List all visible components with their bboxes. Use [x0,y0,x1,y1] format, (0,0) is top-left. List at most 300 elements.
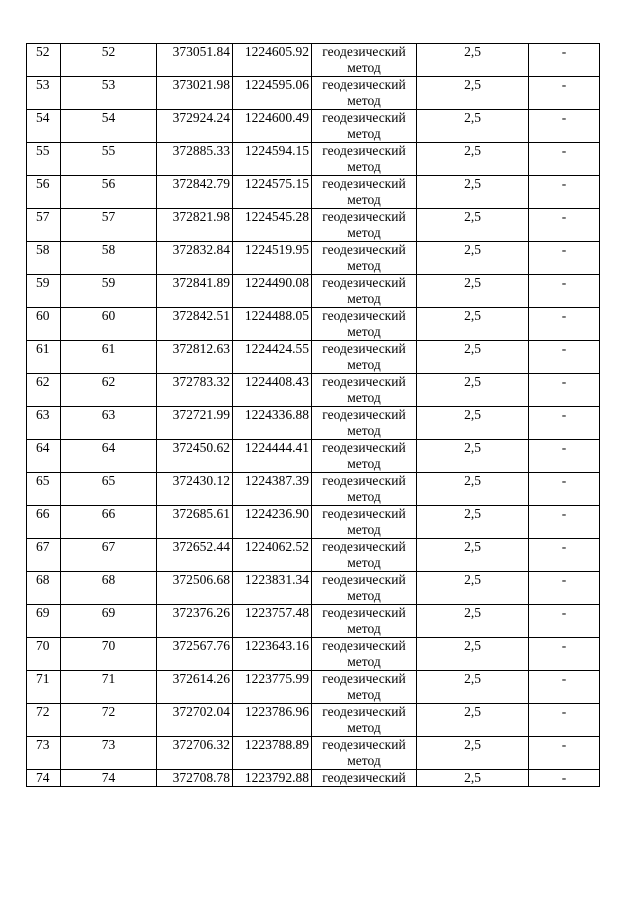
method-cell [312,737,417,770]
row-number-cell [27,572,61,605]
method-cell [312,275,417,308]
method-cell [312,704,417,737]
y-coordinate-cell [233,110,312,143]
point-id-text: 69 [101,605,116,620]
method-text: геодезический метод [322,275,406,306]
point-id-cell [61,341,157,374]
y-coordinate-text: 1223757.48 [244,605,309,620]
note-cell [529,176,600,209]
note-cell [529,275,600,308]
table-row [27,374,600,407]
accuracy-cell [417,407,529,440]
note-text: - [561,143,567,158]
point-id-cell [61,44,157,77]
note-text: - [561,242,567,257]
row-number-text: 57 [36,209,50,224]
accuracy-text: 2,5 [464,275,481,290]
row-number-text: 63 [36,407,50,422]
accuracy-text: 2,5 [464,209,481,224]
accuracy-text: 2,5 [464,440,481,455]
point-id-text: 72 [101,704,116,719]
note-cell [529,605,600,638]
method-cell [312,77,417,110]
row-number-cell [27,242,61,275]
method-cell [312,110,417,143]
accuracy-text: 2,5 [464,638,481,653]
accuracy-text: 2,5 [464,44,481,59]
note-text: - [561,275,567,290]
row-number-text: 60 [36,308,50,323]
method-text: геодезический метод [322,704,406,735]
note-text: - [561,605,567,620]
note-cell [529,539,600,572]
x-coordinate-text: 372708.78 [172,770,230,785]
y-coordinate-text: 1224336.88 [244,407,309,422]
y-coordinate-text: 1224575.15 [244,176,309,191]
row-number-cell [27,605,61,638]
row-number-text: 69 [36,605,50,620]
row-number-text: 61 [36,341,50,356]
row-number-cell [27,770,61,787]
x-coordinate-cell [157,407,233,440]
row-number-text: 58 [36,242,50,257]
x-coordinate-text: 372832.84 [172,242,230,257]
x-coordinate-text: 372924.24 [172,110,230,125]
accuracy-cell [417,440,529,473]
y-coordinate-text: 1224408.43 [244,374,309,389]
y-coordinate-cell [233,506,312,539]
method-text: геодезический метод [322,110,406,141]
row-number-text: 56 [36,176,50,191]
method-text: геодезический метод [322,374,406,405]
method-cell [312,605,417,638]
y-coordinate-cell [233,704,312,737]
point-id-text: 52 [101,44,116,59]
y-coordinate-cell [233,209,312,242]
note-cell [529,638,600,671]
y-coordinate-cell [233,308,312,341]
point-id-cell [61,572,157,605]
table-row [27,275,600,308]
point-id-cell [61,473,157,506]
point-id-cell [61,506,157,539]
point-id-text: 55 [101,143,116,158]
x-coordinate-text: 373051.84 [172,44,230,59]
point-id-text: 60 [101,308,116,323]
y-coordinate-cell [233,638,312,671]
y-coordinate-cell [233,572,312,605]
row-number-cell [27,539,61,572]
note-cell [529,44,600,77]
table-row [27,572,600,605]
method-cell [312,341,417,374]
method-text: геодезический метод [322,539,406,570]
row-number-text: 68 [36,572,50,587]
y-coordinate-text: 1224594.15 [244,143,309,158]
y-coordinate-cell [233,242,312,275]
note-text: - [561,737,567,752]
y-coordinate-cell [233,275,312,308]
row-number-text: 52 [36,44,50,59]
method-cell [312,671,417,704]
x-coordinate-cell [157,275,233,308]
note-cell [529,77,600,110]
y-coordinate-cell [233,341,312,374]
accuracy-text: 2,5 [464,671,481,686]
x-coordinate-text: 372706.32 [172,737,230,752]
row-number-cell [27,374,61,407]
method-text: геодезический метод [322,671,406,702]
y-coordinate-cell [233,44,312,77]
method-cell [312,209,417,242]
note-text: - [561,176,567,191]
method-text: геодезический метод [322,473,406,504]
table-row [27,473,600,506]
note-cell [529,737,600,770]
note-text: - [561,770,567,785]
method-cell [312,440,417,473]
method-cell [312,176,417,209]
y-coordinate-text: 1224545.28 [244,209,309,224]
point-id-cell [61,671,157,704]
row-number-text: 62 [36,374,50,389]
point-id-cell [61,704,157,737]
point-id-text: 56 [101,176,116,191]
accuracy-cell [417,341,529,374]
row-number-cell [27,44,61,77]
accuracy-text: 2,5 [464,374,481,389]
y-coordinate-text: 1223788.89 [244,737,309,752]
y-coordinate-text: 1224519.95 [244,242,309,257]
point-id-cell [61,770,157,787]
note-cell [529,506,600,539]
table-row [27,671,600,704]
x-coordinate-text: 372702.04 [172,704,230,719]
note-cell [529,704,600,737]
table-row [27,209,600,242]
method-cell [312,44,417,77]
x-coordinate-cell [157,605,233,638]
accuracy-text: 2,5 [464,506,481,521]
point-id-text: 62 [101,374,116,389]
x-coordinate-text: 372567.76 [172,638,230,653]
point-id-text: 54 [101,110,116,125]
point-id-cell [61,176,157,209]
y-coordinate-cell [233,737,312,770]
accuracy-text: 2,5 [464,77,481,92]
y-coordinate-cell [233,440,312,473]
y-coordinate-text: 1224605.92 [244,44,309,59]
row-number-cell [27,110,61,143]
method-text: геодезический [322,770,406,785]
note-text: - [561,572,567,587]
accuracy-text: 2,5 [464,407,481,422]
row-number-cell [27,341,61,374]
method-text: геодезический метод [322,176,406,207]
accuracy-text: 2,5 [464,605,481,620]
point-id-cell [61,374,157,407]
accuracy-cell [417,44,529,77]
y-coordinate-text: 1223775.99 [244,671,309,686]
note-cell [529,407,600,440]
point-id-cell [61,242,157,275]
y-coordinate-cell [233,143,312,176]
x-coordinate-text: 372430.12 [172,473,230,488]
y-coordinate-text: 1223786.96 [244,704,309,719]
note-cell [529,209,600,242]
note-text: - [561,44,567,59]
x-coordinate-cell [157,770,233,787]
point-id-text: 53 [101,77,116,92]
note-cell [529,143,600,176]
row-number-cell [27,407,61,440]
table-row [27,176,600,209]
note-text: - [561,704,567,719]
x-coordinate-cell [157,77,233,110]
note-text: - [561,473,567,488]
note-cell [529,572,600,605]
row-number-text: 70 [36,638,50,653]
x-coordinate-text: 372685.61 [172,506,230,521]
row-number-text: 54 [36,110,50,125]
point-id-text: 61 [101,341,116,356]
y-coordinate-text: 1224490.08 [244,275,309,290]
y-coordinate-cell [233,770,312,787]
y-coordinate-cell [233,671,312,704]
method-text: геодезический метод [322,737,406,768]
row-number-cell [27,77,61,110]
point-id-cell [61,737,157,770]
accuracy-cell [417,704,529,737]
accuracy-cell [417,770,529,787]
point-id-text: 68 [101,572,116,587]
accuracy-cell [417,77,529,110]
table-row [27,407,600,440]
point-id-cell [61,605,157,638]
method-text: геодезический метод [322,341,406,372]
accuracy-cell [417,572,529,605]
y-coordinate-text: 1224062.52 [244,539,309,554]
method-cell [312,473,417,506]
note-text: - [561,308,567,323]
method-text: геодезический метод [322,572,406,603]
row-number-text: 53 [36,77,50,92]
x-coordinate-cell [157,572,233,605]
row-number-cell [27,176,61,209]
x-coordinate-text: 372885.33 [172,143,230,158]
accuracy-text: 2,5 [464,770,481,785]
y-coordinate-text: 1224600.49 [244,110,309,125]
accuracy-cell [417,176,529,209]
x-coordinate-text: 372842.51 [172,308,230,323]
table-row [27,539,600,572]
note-cell [529,671,600,704]
point-id-text: 74 [101,770,116,785]
x-coordinate-text: 372812.63 [172,341,230,356]
row-number-cell [27,473,61,506]
row-number-cell [27,671,61,704]
accuracy-text: 2,5 [464,110,481,125]
method-cell [312,374,417,407]
row-number-cell [27,737,61,770]
table-row [27,737,600,770]
accuracy-text: 2,5 [464,341,481,356]
row-number-cell [27,209,61,242]
point-id-text: 70 [101,638,116,653]
accuracy-text: 2,5 [464,737,481,752]
method-text: геодезический метод [322,605,406,636]
point-id-cell [61,275,157,308]
y-coordinate-cell [233,605,312,638]
table-row [27,341,600,374]
x-coordinate-cell [157,638,233,671]
x-coordinate-text: 372376.26 [172,605,230,620]
method-cell [312,407,417,440]
x-coordinate-cell [157,440,233,473]
method-cell [312,539,417,572]
accuracy-cell [417,242,529,275]
row-number-text: 64 [36,440,50,455]
method-text: геодезический метод [322,506,406,537]
note-text: - [561,407,567,422]
point-id-text: 73 [101,737,116,752]
note-cell [529,770,600,787]
x-coordinate-text: 372842.79 [172,176,230,191]
row-number-text: 55 [36,143,50,158]
table-row [27,143,600,176]
table-row [27,440,600,473]
note-text: - [561,341,567,356]
y-coordinate-text: 1224595.06 [244,77,309,92]
point-id-text: 65 [101,473,116,488]
row-number-cell [27,308,61,341]
row-number-text: 66 [36,506,50,521]
point-id-cell [61,143,157,176]
table-body [27,44,600,787]
note-cell [529,440,600,473]
point-id-cell [61,440,157,473]
row-number-text: 71 [36,671,50,686]
point-id-cell [61,539,157,572]
x-coordinate-text: 372783.32 [172,374,230,389]
accuracy-text: 2,5 [464,539,481,554]
method-text: геодезический метод [322,77,406,108]
accuracy-text: 2,5 [464,473,481,488]
x-coordinate-cell [157,737,233,770]
accuracy-cell [417,308,529,341]
method-text: геодезический метод [322,209,406,240]
x-coordinate-cell [157,44,233,77]
y-coordinate-cell [233,176,312,209]
x-coordinate-cell [157,506,233,539]
point-id-text: 57 [101,209,116,224]
point-id-text: 58 [101,242,116,257]
row-number-cell [27,440,61,473]
point-id-text: 64 [101,440,116,455]
x-coordinate-cell [157,671,233,704]
table-row [27,605,600,638]
point-id-cell [61,308,157,341]
accuracy-cell [417,374,529,407]
x-coordinate-cell [157,176,233,209]
point-id-cell [61,407,157,440]
x-coordinate-cell [157,473,233,506]
point-id-cell [61,209,157,242]
method-cell [312,638,417,671]
method-text: геодезический метод [322,308,406,339]
method-cell [312,143,417,176]
accuracy-cell [417,110,529,143]
x-coordinate-cell [157,308,233,341]
row-number-text: 59 [36,275,50,290]
y-coordinate-text: 1224444.41 [244,440,309,455]
table-row [27,704,600,737]
note-text: - [561,440,567,455]
x-coordinate-cell [157,374,233,407]
accuracy-text: 2,5 [464,143,481,158]
y-coordinate-text: 1223831.34 [244,572,309,587]
y-coordinate-text: 1224424.55 [244,341,309,356]
x-coordinate-text: 372614.26 [172,671,230,686]
y-coordinate-text: 1223643.16 [244,638,309,653]
table-row [27,110,600,143]
note-cell [529,308,600,341]
y-coordinate-cell [233,77,312,110]
table-row [27,308,600,341]
x-coordinate-text: 372652.44 [172,539,230,554]
accuracy-cell [417,638,529,671]
point-id-cell [61,638,157,671]
y-coordinate-cell [233,407,312,440]
point-id-text: 66 [101,506,116,521]
note-cell [529,242,600,275]
method-cell [312,242,417,275]
point-id-text: 67 [101,539,116,554]
row-number-cell [27,143,61,176]
y-coordinate-cell [233,539,312,572]
table-row [27,44,600,77]
note-text: - [561,671,567,686]
accuracy-text: 2,5 [464,176,481,191]
row-number-cell [27,275,61,308]
x-coordinate-text: 372450.62 [172,440,230,455]
accuracy-text: 2,5 [464,242,481,257]
row-number-text: 74 [36,770,50,785]
row-number-cell [27,506,61,539]
y-coordinate-cell [233,374,312,407]
x-coordinate-text: 372821.98 [172,209,230,224]
x-coordinate-cell [157,242,233,275]
accuracy-text: 2,5 [464,572,481,587]
x-coordinate-text: 372841.89 [172,275,230,290]
coordinates-table [26,43,600,787]
accuracy-cell [417,671,529,704]
row-number-cell [27,638,61,671]
x-coordinate-text: 372721.99 [172,407,230,422]
row-number-text: 73 [36,737,50,752]
x-coordinate-text: 373021.98 [172,77,230,92]
row-number-text: 72 [36,704,50,719]
note-cell [529,473,600,506]
method-cell [312,506,417,539]
y-coordinate-text: 1224488.05 [244,308,309,323]
table-row [27,770,600,787]
note-text: - [561,374,567,389]
method-text: геодезический метод [322,44,406,75]
method-text: геодезический метод [322,242,406,273]
note-cell [529,110,600,143]
x-coordinate-cell [157,143,233,176]
